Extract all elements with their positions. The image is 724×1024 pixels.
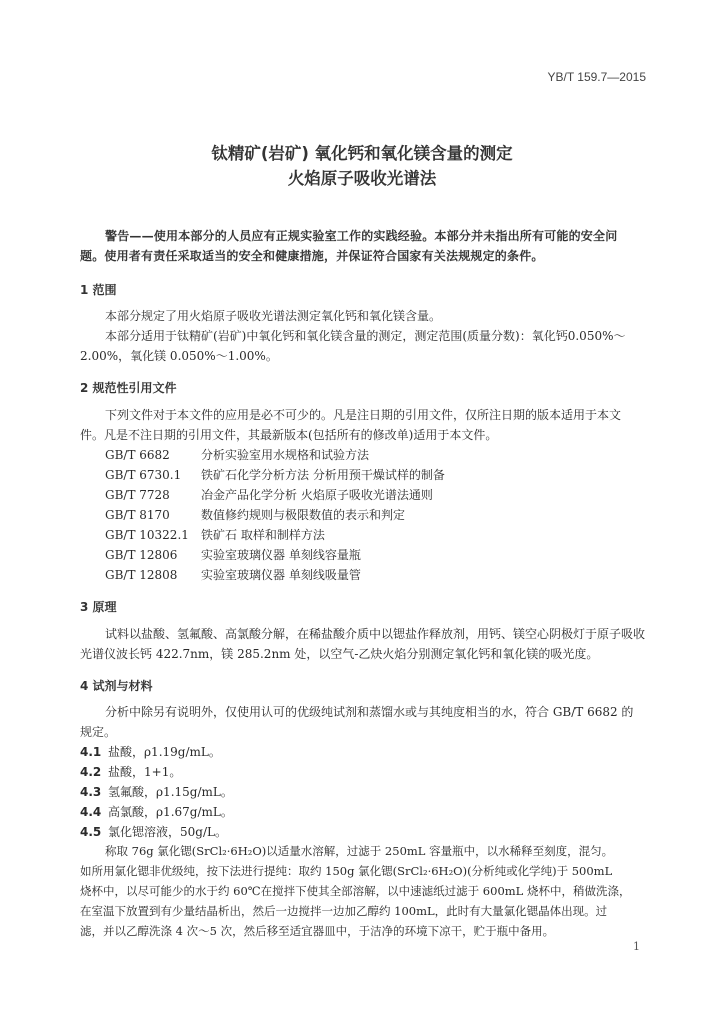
warning-line-1: 警告——使用本部分的人员应有正规实验室工作的实践经验。本部分并未指出所有可能的安全问	[105, 229, 618, 243]
section-3-line-1: 试料以盐酸、氢氟酸、高氯酸分解，在稀盐酸介质中以锶盐作释放剂，用钙、镁空心阴极灯于原子吸收	[105, 627, 646, 641]
reagent-4-5-para-line-3: 烧杯中，以尽可能少的水于约 60℃在搅拌下使其全部溶解，以中速滤纸过滤于 600mL 烧杯中，稍做洗涤，	[80, 884, 631, 898]
reference-title: 铁矿石化学分析方法 分析用预干燥试样的制备	[201, 468, 445, 482]
reference-code: GB/T 6682	[105, 448, 170, 462]
reagent-4-5-para-line-4: 在室温下放置到有少量结晶析出，然后一边搅拌一边加乙醇约 100mL，此时有大量氯化锶晶体出现。过	[80, 904, 608, 918]
reagent-item	[80, 803, 233, 820]
reference-item	[105, 446, 369, 463]
reference-item	[105, 466, 445, 483]
reference-title: 数值修约规则与极限数值的表示和判定	[201, 508, 406, 522]
reagent-text: 盐酸，ρ1.19g/mL。	[108, 745, 221, 759]
reagent-item	[80, 743, 221, 760]
reference-code: GB/T 6730.1	[105, 468, 182, 482]
reagent-4-5-para-line-5: 滤，并以乙醇洗涤 4 次～5 次，然后移至适宜器皿中，于洁净的环境下凉干，贮于瓶中备用。	[80, 924, 555, 938]
reagent-4-5-para-line-1: 称取 76g 氯化锶(SrCl₂·6H₂O)以适量水溶解，过滤于 250mL 容量瓶中，以水稀释至刻度，混匀。	[105, 844, 614, 858]
reagent-text: 高氯酸，ρ1.67g/mL。	[108, 805, 233, 819]
reagent-number: 4.1	[80, 745, 102, 759]
standard-number: YB/T 159.7—2015	[547, 70, 646, 84]
warning-line-2: 题。使用者有责任采取适当的安全和健康措施，并保证符合国家有关法规规定的条件。	[80, 249, 544, 263]
reference-code: GB/T 10322.1	[105, 528, 189, 542]
reagent-number: 4.2	[80, 765, 102, 779]
reference-code: GB/T 7728	[105, 488, 170, 502]
reagent-number: 4.4	[80, 805, 102, 819]
reference-code: GB/T 12806	[105, 548, 178, 562]
reagent-item	[80, 763, 181, 780]
reagent-text: 氢氟酸，ρ1.15g/mL。	[108, 785, 233, 799]
section-4-intro-line-1: 分析中除另有说明外，仅使用认可的优级纯试剂和蒸馏水或与其纯度相当的水，符合 GB/T 6682 的	[105, 705, 634, 719]
reagent-text: 氯化锶溶液，50g/L。	[108, 825, 227, 839]
page-number: 1	[633, 940, 640, 953]
section-3-line-2: 光谱仪波长钙 422.7nm，镁 285.2nm 处，以空气-乙炔火焰分别测定氧化钙和氧化镁的吸光度。	[80, 647, 599, 661]
section-1-heading: 1 范围	[80, 283, 117, 297]
reagent-item	[80, 783, 233, 800]
reagent-number: 4.5	[80, 825, 102, 839]
reference-title: 分析实验室用水规格和试验方法	[201, 448, 370, 462]
section-2-heading: 2 规范性引用文件	[80, 381, 177, 395]
section-2-intro-line-1: 下列文件对于本文件的应用是必不可少的。凡是注日期的引用文件，仅所注日期的版本适用于本文	[105, 408, 622, 422]
section-4-intro-line-2: 规定。	[80, 725, 117, 739]
reagent-item	[80, 823, 227, 840]
reference-item	[105, 486, 433, 503]
section-3-heading: 3 原理	[80, 600, 117, 614]
document-title-line-1: 钛精矿(岩矿) 氧化钙和氧化镁含量的测定	[211, 144, 513, 163]
reference-title: 铁矿石 取样和制样方法	[201, 528, 325, 542]
section-1-paragraph-2-line-2: 2.00%，氧化镁 0.050%～1.00%。	[80, 349, 278, 363]
reference-item	[105, 526, 325, 543]
reagent-number: 4.3	[80, 785, 102, 799]
section-1-paragraph-2-line-1: 本部分适用于钛精矿(岩矿)中氧化钙和氧化镁含量的测定，测定范围(质量分数)：氧化钙0.050%～	[105, 329, 626, 343]
reagent-4-5-para-line-2: 如所用氯化锶非优级纯，按下法进行提纯：取约 150g 氯化锶(SrCl₂·6H₂O)(分析纯或化学纯)于 500mL	[80, 864, 613, 878]
document-title-line-2: 火焰原子吸收光谱法	[287, 169, 437, 188]
reference-title: 实验室玻璃仪器 单刻线吸量管	[201, 568, 361, 582]
reference-item	[105, 506, 405, 523]
reagent-text: 盐酸，1+1。	[108, 765, 182, 779]
reference-item	[105, 566, 361, 583]
reference-title: 实验室玻璃仪器 单刻线容量瓶	[201, 548, 361, 562]
section-2-intro-line-2: 件。凡是不注日期的引用文件，其最新版本(包括所有的修改单)适用于本文件。	[80, 428, 498, 442]
section-1-paragraph-1: 本部分规定了用火焰原子吸收光谱法测定氧化钙和氧化镁含量。	[105, 309, 442, 323]
reference-code: GB/T 12808	[105, 568, 178, 582]
reference-code: GB/T 8170	[105, 508, 170, 522]
reference-item	[105, 546, 361, 563]
section-4-heading: 4 试剂与材料	[80, 679, 153, 693]
reference-title: 冶金产品化学分析 火焰原子吸收光谱法通则	[201, 488, 433, 502]
